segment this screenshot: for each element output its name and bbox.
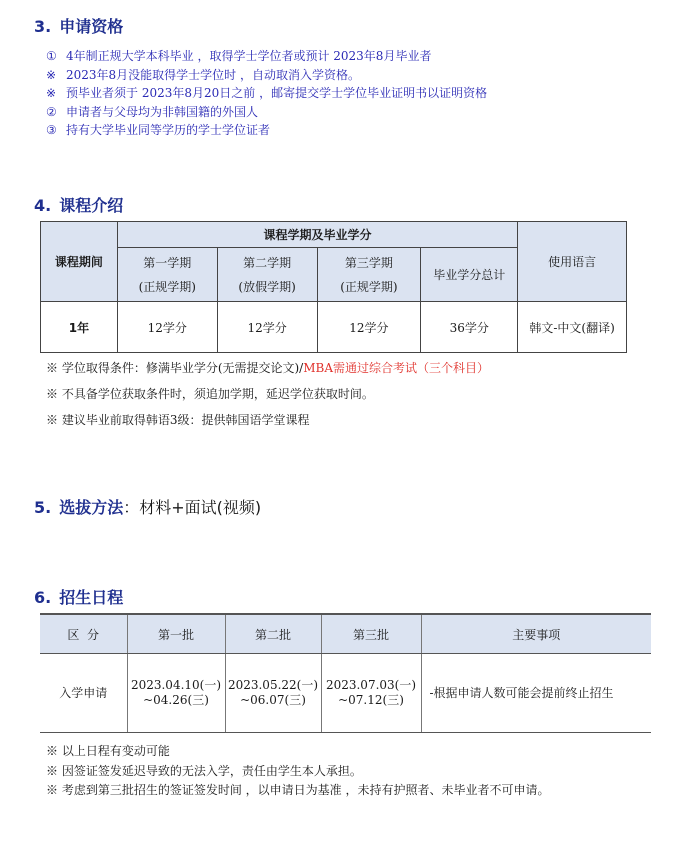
section-6-heading: 6. 招生日程 bbox=[34, 588, 124, 607]
section-4-heading: 4. 课程介绍 bbox=[34, 196, 124, 215]
list-item: ① 4年制正规大学本科毕业 ，取得学士学位者或预计 2023年8月毕业者 bbox=[46, 49, 432, 63]
schedule-notes bbox=[46, 742, 549, 801]
batch-3-dates: 2023.07.03(一) ~07.12(三) bbox=[321, 654, 421, 733]
notes-cell: -根据申请人数可能会提前终止招生 bbox=[421, 654, 651, 733]
course-table bbox=[40, 221, 627, 353]
list-item: ② 申请者与父母均为非韩国籍的外国人 bbox=[46, 104, 259, 119]
batch-1-dates: 2023.04.10(一) ~04.26(三) bbox=[127, 654, 225, 733]
language-header: 使用语言 bbox=[518, 222, 627, 302]
total-credits-header: 毕业学分总计 bbox=[421, 248, 518, 302]
eligibility-list bbox=[46, 47, 487, 140]
schedule-table bbox=[40, 613, 651, 733]
list-item: ※ 不具备学位获取条件时，须追加学期，延迟学位获取时间。 bbox=[46, 387, 374, 401]
semester-1-header: 第一学期 (正规学期) bbox=[117, 248, 217, 302]
section-3-heading: 3. 申请资格 bbox=[34, 17, 124, 36]
batch-3-header: 第三批 bbox=[321, 614, 421, 654]
language-cell: 韩文-中文(翻译) bbox=[518, 302, 627, 353]
notes-header: 主要事项 bbox=[421, 614, 651, 654]
batch-2-header: 第二批 bbox=[225, 614, 321, 654]
semester-2-header: 第二学期 (放假学期) bbox=[217, 248, 317, 302]
course-notes bbox=[46, 355, 489, 433]
semester-group-header: 课程学期及毕业学分 bbox=[117, 222, 517, 248]
category-cell: 入学申请 bbox=[40, 654, 127, 733]
category-header: 区 分 bbox=[40, 614, 127, 654]
semester-1-credits: 12学分 bbox=[117, 302, 217, 353]
batch-2-dates: 2023.05.22(一) ~06.07(三) bbox=[225, 654, 321, 733]
period-cell: 1年 bbox=[41, 302, 118, 353]
list-item: ③ 持有大学毕业同等学历的学士学位证者 bbox=[46, 123, 271, 138]
list-item: ※ 建议毕业前取得韩语3级：提供韩国语学堂课程 bbox=[46, 413, 310, 427]
list-item: ※ 考虑到第三批招生的签证签发时间 ，以申请日为基准 ，未持有护照者、未毕业者不可申请。 bbox=[46, 783, 550, 797]
section-5-heading: 5. 选拔方法：材料+面试(视频) bbox=[34, 498, 262, 517]
list-item: ※ 因签证签发延迟导致的无法入学，责任由学生本人承担。 bbox=[46, 763, 362, 778]
batch-1-header: 第一批 bbox=[127, 614, 225, 654]
semester-2-credits: 12学分 bbox=[217, 302, 317, 353]
semester-3-credits: 12学分 bbox=[317, 302, 421, 353]
period-header: 课程期间 bbox=[41, 222, 118, 302]
semester-3-header: 第三学期 (正规学期) bbox=[317, 248, 421, 302]
list-item: ※ 学位取得条件：修满毕业学分(无需提交论文)/MBA需通过综合考试（三个科目） bbox=[46, 361, 490, 375]
table-row bbox=[41, 302, 627, 353]
list-item: ※ 以上日程有变动可能 bbox=[46, 744, 170, 758]
list-item: ※ 预毕业者须于 2023年8月20日之前 ，邮寄提交学士学位毕业证明书以证明资格 bbox=[46, 86, 488, 101]
total-credits: 36学分 bbox=[421, 302, 518, 353]
list-item: ※ 2023年8月没能取得学士学位时 ，自动取消入学资格。 bbox=[46, 67, 360, 82]
table-row bbox=[40, 654, 651, 733]
